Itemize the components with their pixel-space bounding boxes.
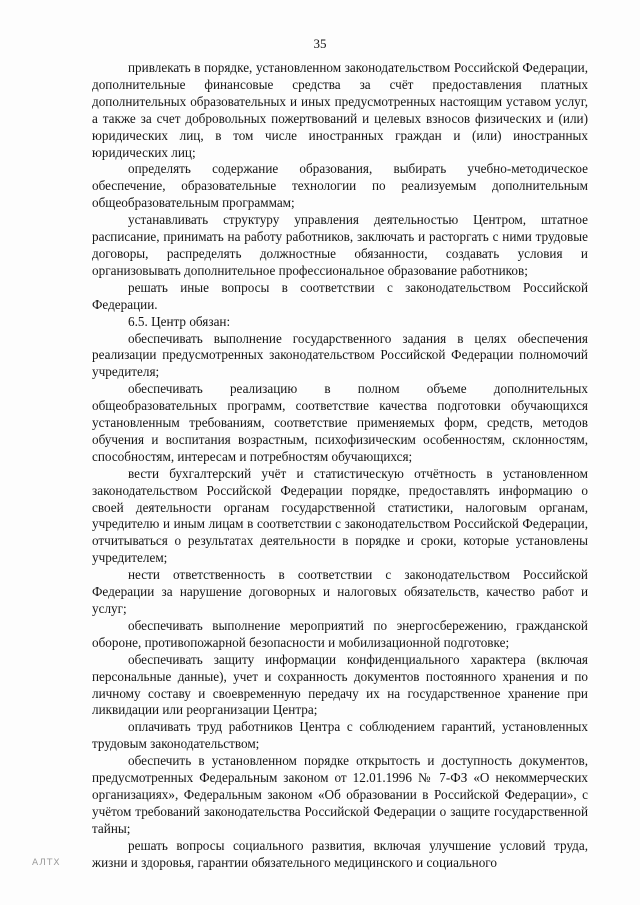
paragraph: решать вопросы социального развития, включая улучшение условий труда, жизни и здоровья, гарантии обязательного медицинского и социального: [92, 837, 588, 870]
paragraph: обеспечить в установленном порядке открытость и доступность документов, предусмотренных Федеральным законом от 12.01.1996 № 7-ФЗ «О некоммерческих организациях», Федеральным законом «Об образовании в Российской Федерации», с учётом требований законодательства Российской Федерации о защите государственной тайны;: [92, 753, 588, 836]
paragraph: нести ответственность в соответствии с законодательством Российской Федерации за нарушение договорных и налоговых обязательств, качество работ и услуг;: [92, 567, 588, 616]
paragraph: обеспечивать реализацию в полном объеме дополнительных общеобразовательных программ, соответствие качества подготовки обучающихся установленным требованиям, соответствие применяемых форм, средств, методов обучения и воспитания возрастным, психофизическим особенностям, склонностям, способностям, интересам и потребностям обучающихся;: [92, 381, 588, 464]
paragraph: решать иные вопросы в соответствии с законодательством Российской Федерации.: [92, 279, 588, 312]
page-number: 35: [313, 36, 327, 51]
paragraph: привлекать в порядке, установленном законодательством Российской Федерации, дополнительные финансовые средства за счёт предоставления платных дополнительных образовательных и иных предусмотренных настоящим уставом услуг, а также за счет добровольных пожертвований и целевых взносов физических и (или) юридических лиц, в том числе иностранных граждан и (или) иностранных юридических лиц;: [92, 60, 588, 160]
paragraph: оплачивать труд работников Центра с соблюдением гарантий, установленных трудовым законодательством;: [92, 719, 588, 752]
scan-footer-mark: АЛТХ: [32, 858, 61, 868]
paragraph: вести бухгалтерский учёт и статистическую отчётность в установленном законодательством Российской Федерации порядке, предоставлять информацию о своей деятельности органам государственной статистики, налоговым органам, учредителю и иным лицам в соответствии с законодательством Российской Федерации, отчитываться о результатах деятельности в порядке и сроки, которые установлены учредителем;: [92, 465, 588, 566]
page-body: [92, 60, 588, 872]
paragraph: обеспечивать защиту информации конфиденциального характера (включая персональные данные), учет и сохранность документов постоянного хранения и по личному составу и своевременную передачу их на государственное хранение при ликвидации или реорганизации Центра;: [92, 651, 588, 718]
paragraph: устанавливать структуру управления деятельностью Центром, штатное расписание, принимать на работу работников, заключать и расторгать с ними трудовые договоры, распределять должностные обязанности, создавать условия и организовывать дополнительное профессиональное образование работников;: [92, 212, 588, 278]
paragraph: обеспечивать выполнение государственного задания в целях обеспечения реализации предусмотренных законодательством Российской Федерации полномочий учредителя;: [92, 330, 588, 380]
section-heading: 6.5. Центр обязан:: [128, 313, 231, 329]
paragraph: определять содержание образования, выбирать учебно-методическое обеспечение, образовательные технологии по реализуемым дополнительным общеобразовательным программам;: [92, 161, 588, 211]
paragraph: обеспечивать выполнение мероприятий по энергосбережению, гражданской обороне, противопожарной безопасности и мобилизационной подготовке;: [92, 617, 588, 650]
